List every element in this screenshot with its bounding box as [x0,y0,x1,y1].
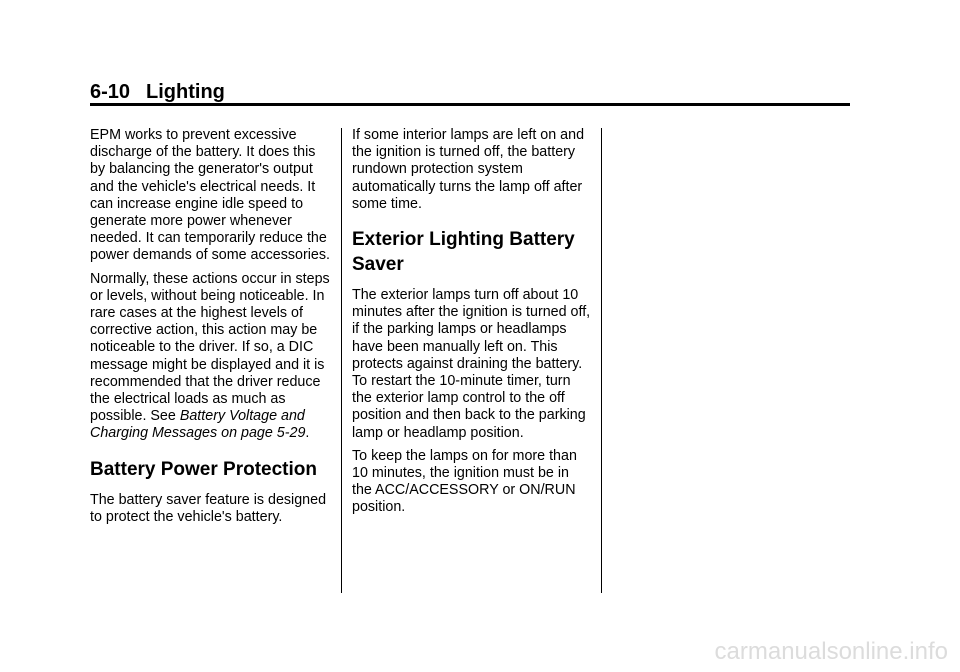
column-divider [601,128,602,593]
heading-exterior-lighting-battery-saver: Exterior Lighting Battery Saver [352,229,575,276]
column-divider [341,128,342,593]
paragraph-exterior-lamps: The exterior lamps turn off about 10 minutes after the ignition is turned off, if the parking lamps or headlamps have been manually left on. This protects against draining the battery. To restart the 10-minute timer, turn the exterior lamp control to the off position and then back to the parking lamp or headlamp position. [352,287,591,441]
paragraph-epm: EPM works to prevent excessive discharge of the battery. It does this by balancing the generator's output and the vehicle's electrical needs. It can increase engine idle speed to generate more power whenever needed. It can temporarily reduce the power demands of some accessories. [90,127,330,264]
paragraph-battery-saver: The battery saver feature is designed to protect the vehicle's battery. [90,491,327,525]
cross-reference-link[interactable]: Battery Voltage and Charging Messages on page 5-29 [90,408,306,442]
page-header [90,80,225,104]
column-left [90,127,330,532]
page-number: 6-10 [90,81,131,103]
paragraph-keep-lamps-on: To keep the lamps on for more than 10 minutes, the ignition must be in the ACC/ACCESSORY or ON/RUN position. [352,447,577,516]
column-middle [352,127,592,523]
heading-battery-power-protection: Battery Power Protection [90,458,317,480]
section-title: Lighting [146,81,225,103]
paragraph-text: Normally, these actions occur in steps or levels, without being noticeable. In rare cases at the highest levels of corrective action, this action may be noticeable to the driver. If so, a DIC message might be displayed and it is recommended that the driver reduce the electrical loads as much as possible. See [90,270,330,425]
paragraph-end: . [305,425,310,442]
paragraph-interior-lamps: If some interior lamps are left on and the ignition is turned off, the battery rundown protection system automatically turns the lamp off after some time. [352,127,585,212]
paragraph-corrective-action [90,271,330,443]
header-rule [90,103,850,106]
watermark: carmanualsonline.info [714,638,948,665]
